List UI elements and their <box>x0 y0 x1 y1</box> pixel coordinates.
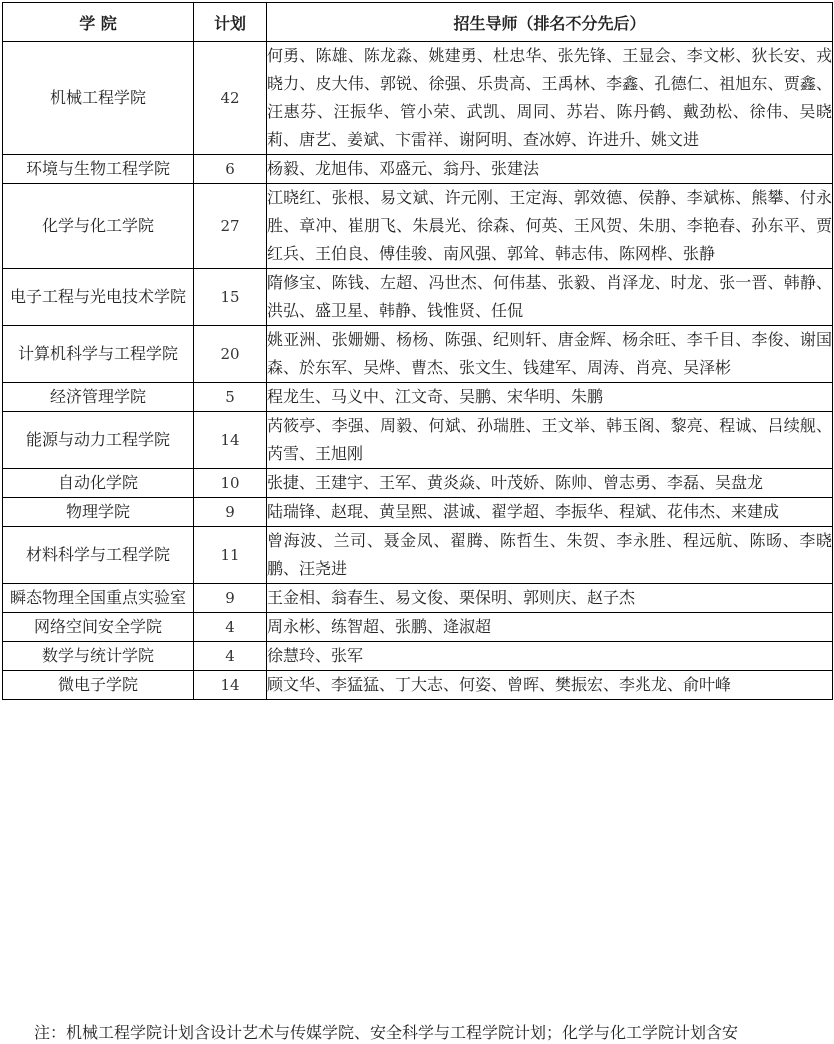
plan-cell: 15 <box>194 269 267 326</box>
header-tutors: 招生导师（排名不分先后） <box>267 3 833 42</box>
table-row <box>3 671 833 700</box>
tutors-cell: 何勇、陈雄、陈龙淼、姚建勇、杜忠华、张先锋、王显会、李文彬、狄长安、戎晓力、皮大伟、郭锐、徐强、乐贵高、王禹林、李鑫、孔德仁、祖旭东、贾鑫、汪惠芬、汪振华、管小荣、武凯、周同、苏岩、陈丹鹤、戴劲松、徐伟、吴晓莉、唐艺、姜斌、卞雷祥、谢阿明、查冰婷、许进升、姚文进 <box>267 42 833 155</box>
table-header-row <box>3 3 833 42</box>
table-row <box>3 613 833 642</box>
tutors-cell: 隋修宝、陈钱、左超、冯世杰、何伟基、张毅、肖泽龙、时龙、张一晋、韩静、洪弘、盛卫星、韩静、钱惟贤、任侃 <box>267 269 833 326</box>
school-cell: 材料科学与工程学院 <box>3 527 194 584</box>
plan-cell: 6 <box>194 155 267 184</box>
tutors-cell: 程龙生、马义中、江文奇、吴鹏、宋华明、朱鹏 <box>267 383 833 412</box>
school-cell: 微电子学院 <box>3 671 194 700</box>
school-cell: 网络空间安全学院 <box>3 613 194 642</box>
school-cell: 数学与统计学院 <box>3 642 194 671</box>
plan-cell: 27 <box>194 184 267 269</box>
plan-cell: 20 <box>194 326 267 383</box>
plan-cell: 42 <box>194 42 267 155</box>
school-cell: 环境与生物工程学院 <box>3 155 194 184</box>
plan-cell: 14 <box>194 671 267 700</box>
table-row <box>3 469 833 498</box>
school-cell: 电子工程与光电技术学院 <box>3 269 194 326</box>
table-row <box>3 383 833 412</box>
school-cell: 机械工程学院 <box>3 42 194 155</box>
tutors-cell: 顾文华、李猛猛、丁大志、何姿、曾晖、樊振宏、李兆龙、俞叶峰 <box>267 671 833 700</box>
table-row <box>3 527 833 584</box>
plan-cell: 5 <box>194 383 267 412</box>
plan-cell: 9 <box>194 584 267 613</box>
plan-cell: 10 <box>194 469 267 498</box>
tutors-cell: 芮筱亭、李强、周毅、何斌、孙瑞胜、王文举、韩玉阁、黎亮、程诚、吕续舰、芮雪、王旭刚 <box>267 412 833 469</box>
table-row <box>3 155 833 184</box>
plan-cell: 14 <box>194 412 267 469</box>
tutors-cell: 江晓红、张根、易文斌、许元刚、王定海、郭效德、侯静、李斌栋、熊攀、付永胜、章冲、崔朋飞、朱晨光、徐森、何英、王风贺、朱朋、李艳春、孙东平、贾红兵、王伯良、傅佳骏、南风强、郭耸、韩志伟、陈网桦、张静 <box>267 184 833 269</box>
school-cell: 物理学院 <box>3 498 194 527</box>
tutors-cell: 杨毅、龙旭伟、邓盛元、翁丹、张建法 <box>267 155 833 184</box>
table-row <box>3 42 833 155</box>
tutors-cell: 王金相、翁春生、易文俊、栗保明、郭则庆、赵子杰 <box>267 584 833 613</box>
table-row <box>3 642 833 671</box>
school-cell: 经济管理学院 <box>3 383 194 412</box>
school-cell: 计算机科学与工程学院 <box>3 326 194 383</box>
school-cell: 化学与化工学院 <box>3 184 194 269</box>
plan-cell: 9 <box>194 498 267 527</box>
table-row <box>3 584 833 613</box>
header-plan: 计划 <box>194 3 267 42</box>
table-row <box>3 498 833 527</box>
table-row <box>3 326 833 383</box>
school-cell: 能源与动力工程学院 <box>3 412 194 469</box>
footnote: 注：机械工程学院计划含设计艺术与传媒学院、安全科学与工程学院计划；化学与化工学院计划含安 <box>34 1023 739 1042</box>
tutors-cell: 徐慧玲、张军 <box>267 642 833 671</box>
plan-cell: 11 <box>194 527 267 584</box>
school-cell: 瞬态物理全国重点实验室 <box>3 584 194 613</box>
tutors-cell: 姚亚洲、张姗姗、杨杨、陈强、纪则轩、唐金辉、杨余旺、李千目、李俊、谢国森、於东军、吴烨、曹杰、张文生、钱建军、周涛、肖亮、吴泽彬 <box>267 326 833 383</box>
tutors-cell: 曾海波、兰司、聂金凤、翟腾、陈哲生、朱贺、李永胜、程远航、陈旸、李晓鹏、汪尧进 <box>267 527 833 584</box>
table-row <box>3 269 833 326</box>
school-cell: 自动化学院 <box>3 469 194 498</box>
tutors-cell: 陆瑞锋、赵琨、黄呈熙、湛诚、翟学超、李振华、程斌、花伟杰、来建成 <box>267 498 833 527</box>
table-row <box>3 184 833 269</box>
admissions-table <box>2 2 833 700</box>
tutors-cell: 周永彬、练智超、张鹏、逄淑超 <box>267 613 833 642</box>
tutors-cell: 张捷、王建宇、王军、黄炎焱、叶茂娇、陈帅、曾志勇、李磊、吴盘龙 <box>267 469 833 498</box>
table-row <box>3 412 833 469</box>
header-school: 学 院 <box>3 3 194 42</box>
plan-cell: 4 <box>194 642 267 671</box>
plan-cell: 4 <box>194 613 267 642</box>
